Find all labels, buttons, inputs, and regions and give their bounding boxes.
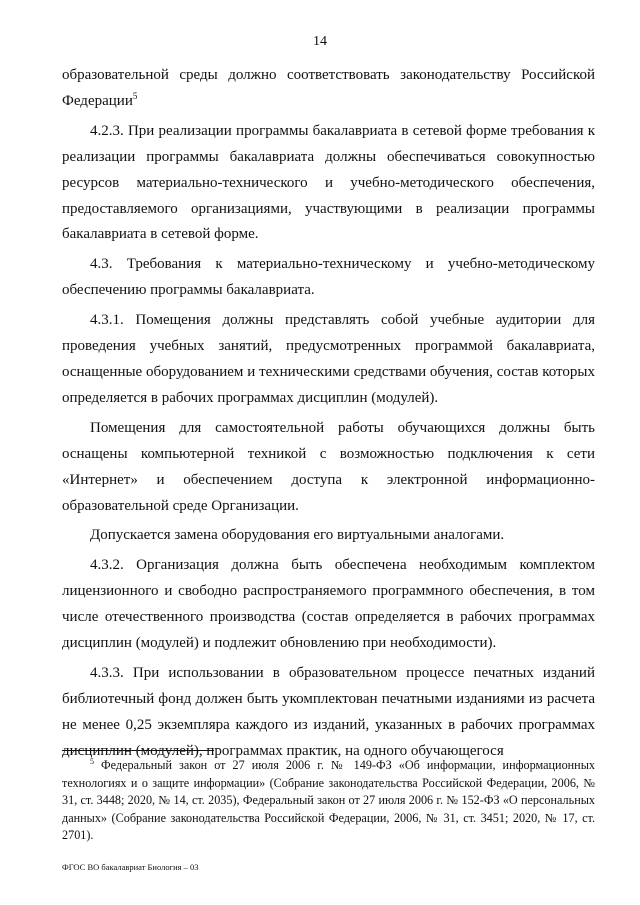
footnote-marker: 5 [90, 756, 94, 766]
footnote-reference[interactable]: 5 [132, 90, 138, 101]
footnote-text: Федеральный закон от 27 июля 2006 г. № 149-ФЗ «Об информации, информационных технологиях и о защите информации» (Собрание законодательства Российской Федерации, 2006, № 31, ст. 3448; 2020, № 14, ст. 2035), Федеральный закон от 27 июля 2006 г. № 152-ФЗ «О персональных данных» (Собрание законодательства Российской Федерации, 2006, № 31, ст. 3451; 2020, № 17, ст. 2701). [62, 758, 595, 843]
paragraph-4-3-2: 4.3.2. Организация должна быть обеспечена необходимым комплектом лицензионного и свободно распространяемого программного обеспечения, в том числе отечественного производства (состав определяется в рабочих программах дисциплин (модулей) и подлежит обновлению при необходимости). [62, 557, 595, 652]
footnote-divider [62, 750, 214, 751]
paragraph-4-3-1: 4.3.1. Помещения должны представлять собой учебные аудитории для проведения учебных занятий, предусмотренных программой бакалавриата, оснащенные оборудованием и техническими средствами обучения, состав которых определяется в рабочих программах дисциплин (модулей). [62, 312, 595, 406]
page-number: 14 [313, 34, 327, 49]
paragraph-continuation [62, 63, 595, 115]
paragraph-virtual-analogs: Допускается замена оборудования его виртуальными аналогами. [90, 527, 505, 544]
document-body [62, 63, 595, 769]
paragraph-4-2-3: 4.2.3. При реализации программы бакалавриата в сетевой форме требования к реализации программы бакалавриата должны обеспечиваться совокупностью ресурсов материально-технического и учебно-методического обеспечения, предоставляемого организациями, участвующими в реализации программы бакалавриата в сетевой форме. [62, 122, 595, 243]
paragraph-text: образовательной среды должно соответствовать законодательству Российской Федерации [62, 67, 595, 109]
paragraph-self-study-rooms: Помещения для самостоятельной работы обучающихся должны быть оснащены компьютерной техникой с возможностью подключения к сети «Интернет» и обеспечением доступа к электронной информационно-образовательной среде Организации. [62, 419, 595, 514]
document-footer: ФГОС ВО бакалавриат Биология – 03 [62, 862, 199, 872]
paragraph-4-3-3: 4.3.3. При использовании в образовательном процессе печатных изданий библиотечный фонд должен быть укомплектован печатными изданиями из расчета не менее 0,25 экземпляра каждого из изданий, указанных в рабочих программах дисциплин (модулей), программах практик, на одного обучающегося [62, 664, 595, 759]
footnote [62, 757, 595, 845]
paragraph-4-3: 4.3. Требования к материально-техническому и учебно-методическому обеспечению программы бакалавриата. [62, 256, 595, 299]
